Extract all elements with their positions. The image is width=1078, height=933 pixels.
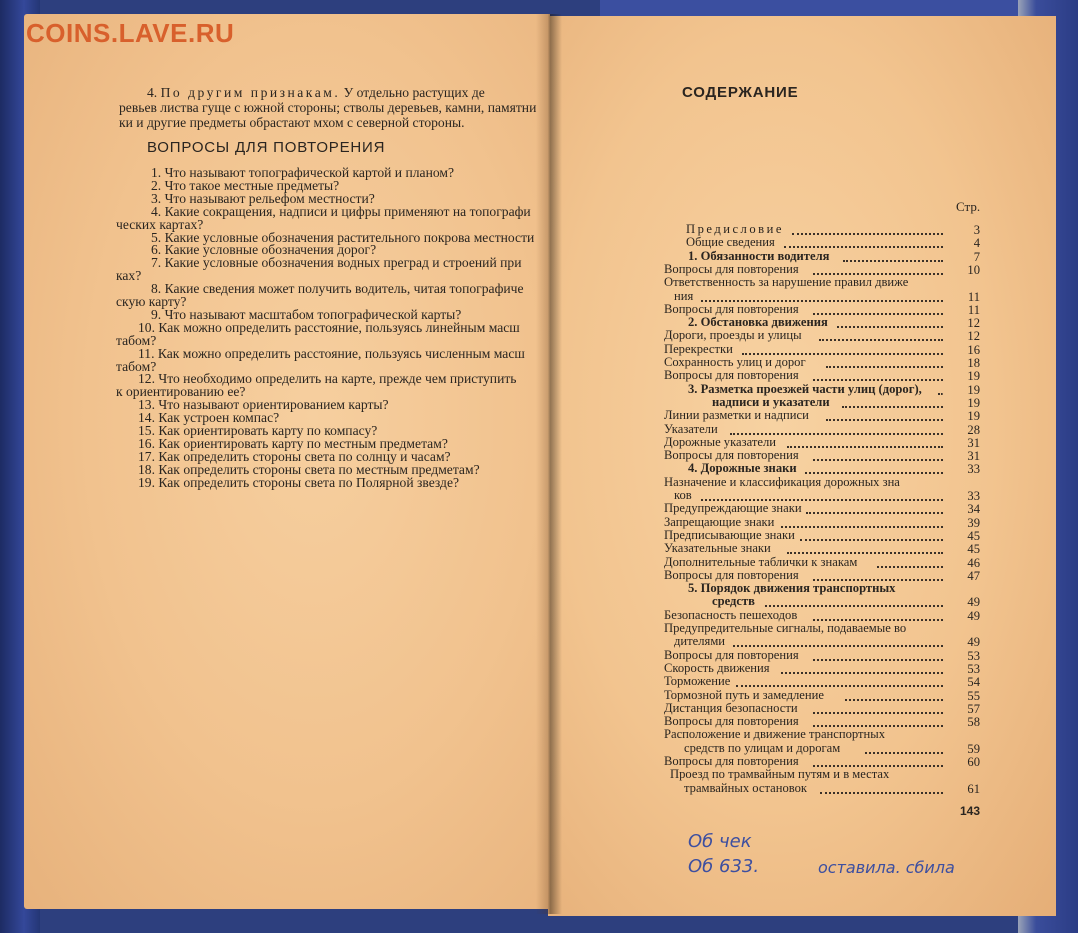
toc-page-number: 33 [967,462,980,477]
toc-entry-text: Вопросы для повторения [664,567,799,582]
toc-leader-dots [781,524,943,528]
question-line: 18. Как определить стороны света по местным предметам? [138,461,480,477]
toc-entry-text: Торможение [664,674,731,689]
question-line: 7. Какие условные обозначения водных преград и строений при [151,255,522,271]
toc-leader-dots [813,377,943,381]
toc-leader-dots [820,790,943,794]
toc-entry-text: Дополнительные таблички к знакам [664,554,858,569]
question-line: 13. Что называют ориентированием карты? [138,397,389,413]
toc-entry-text: Скорость движения [664,660,770,675]
toc-entry-text: ков [674,488,692,502]
toc-page-number: 33 [967,489,980,503]
toc-page-number: 58 [967,715,980,730]
toc-leader-dots [765,603,943,607]
toc-leader-dots [733,643,943,647]
toc-entry-text: 5. Порядок движения транспортных [688,581,896,596]
toc-page-number: 59 [967,741,980,756]
toc-entry-text: 3. Разметка проезжей части улиц (дорог), [688,381,922,396]
toc-entry-text: дителями [674,634,726,649]
watermark: COINS.LAVE.RU [26,18,235,48]
toc-leader-dots [865,750,943,754]
toc-leader-dots [845,697,943,701]
toc-page-number: 12 [967,316,980,331]
toc-entry-text: Вопросы для повторения [664,714,799,729]
toc-entry-text: 1. Обязанности водителя [688,248,830,263]
left-page [24,14,550,909]
toc-leader-dots [813,457,943,461]
toc-page-number: 47 [967,568,980,583]
toc-page-number: 7 [973,249,980,264]
toc-page-number: 16 [967,342,980,357]
toc-entry-text: Тормозной путь и замедление [664,687,824,702]
question-line: 8. Какие сведения может получить водитель, читая топографиче [151,281,524,297]
toc-page-number: 53 [967,648,980,663]
toc-page-number: 18 [967,356,980,370]
toc-entry-text: Общие сведения [686,235,775,250]
question-line: 12. Что необходимо определить на карте, прежде чем приступить [138,371,517,387]
toc-entry-text: Проезд по трамвайным путям и в местах [670,767,890,782]
toc-page-number: 10 [967,262,980,277]
question-line: к ориентированию ее? [116,384,246,400]
toc-page-number: 39 [967,515,980,530]
question-line: 17. Как определить стороны света по солнцу и часам? [138,448,451,464]
question-line: 2. Что такое местные предметы? [151,177,340,193]
toc-leader-dots [813,710,943,714]
toc-leader-dots [819,337,943,341]
toc-page-number: 55 [967,688,980,703]
toc-leader-dots [843,258,943,262]
toc-entry-text: Указательные знаки [664,541,771,556]
toc-page-number: 49 [967,635,980,650]
contents-title: СОДЕРЖАНИЕ [682,84,799,101]
toc-leader-dots [781,670,943,674]
toc-page-number: 53 [967,661,980,676]
intro-line-3: ки и другие предметы обрастают мхом с северной стороны. [119,115,465,130]
question-line: 4. Какие сокращения, надписи и цифры применяют на топографи [151,203,531,219]
toc-leader-dots [842,404,943,408]
toc-leader-dots [938,391,943,395]
question-line: 15. Как ориентировать карту по компасу? [138,423,378,438]
toc-page-number: 19 [967,382,980,397]
toc-entry-text: ния [674,288,694,303]
toc-entry-text: Сохранность улиц и дорог [664,355,806,369]
toc-entry-text: Вопросы для повторения [664,368,799,383]
toc-leader-dots [826,364,943,368]
toc-entry-text: Вопросы для повторения [664,261,799,276]
toc-page-number: 49 [967,595,980,610]
toc-leader-dots [787,550,943,554]
toc-page-number: 19 [967,409,980,424]
toc-page-number: 60 [967,755,980,769]
question-line: ках? [116,268,142,284]
toc-entry-text: Предисловие [686,222,784,236]
toc-entry-text: трамвайных остановок [684,780,808,795]
toc-entry-text: Запрещающие знаки [664,514,775,529]
toc-entry-text: Дорожные указатели [664,434,776,449]
handwritten-note-3: оставила. сбила [818,858,955,877]
intro-line-2: ревьев листва гуще с южной стороны; стволы деревьев, камни, памятни [119,100,537,115]
right-page [548,16,1056,916]
intro-line-1 [147,86,485,100]
toc-page-number: 57 [967,701,980,716]
question-line: ческих картах? [116,216,204,232]
toc-entry-text: Предупредительные сигналы, подаваемые во [664,621,907,635]
toc-page-number: 11 [967,289,980,304]
handwritten-note-1: Об чек [688,831,752,852]
toc-page-number: 61 [967,781,980,796]
section-heading: ВОПРОСЫ ДЛЯ ПОВТОРЕНИЯ [147,139,386,156]
toc-entry-text: Предупреждающие знаки [664,501,802,516]
question-line: 6. Какие условные обозначения дорог? [151,242,377,258]
handwritten-note-2: Об 633. [688,856,760,877]
toc-entry-text: Безопасность пешеходов [664,607,798,622]
toc-leader-dots [730,431,943,435]
toc-leader-dots [792,231,943,235]
page-column-label: Стр. [956,199,981,214]
question-line: 9. Что называют масштабом топографической карты? [151,306,462,322]
toc-leader-dots [701,298,943,302]
toc-page-number: 45 [967,542,980,557]
toc-leader-dots [736,683,943,687]
toc-leader-dots [787,444,943,448]
toc-entry-text: Предписывающие знаки [664,527,795,542]
question-line: табом? [116,332,157,348]
toc-entry-text: 4. Дорожные знаки [688,461,797,476]
question-line: 3. Что называют рельефом местности? [151,190,375,206]
toc-entry-text: Назначение и классификация дорожных зна [664,474,900,489]
toc-page-number: 12 [967,329,980,344]
toc-page-number: 45 [967,528,980,543]
toc-page-number: 3 [973,223,980,237]
toc-leader-dots [805,470,943,474]
toc-entry-text: Линии разметки и надписи [664,408,809,423]
toc-leader-dots [826,417,943,421]
toc-page-number: 49 [967,608,980,623]
toc-entry-text: Расположение и движение транспортных [664,727,886,742]
toc-entry-text: Указатели [664,421,718,436]
toc-page-number: 31 [967,435,980,450]
toc-entry-text: Вопросы для повторения [664,448,799,463]
toc-leader-dots [813,311,943,315]
page-number: 143 [960,804,981,818]
book-gutter-shadow [536,14,562,914]
toc-leader-dots [813,657,943,661]
toc-entry-text: Вопросы для повторения [664,754,799,768]
toc-entry-text: надписи и указатели [712,394,830,409]
toc-page-number: 4 [973,236,980,251]
intro-rest: У отдельно растущих де [340,85,485,100]
toc-entry-text: Ответственность за нарушение правил движе [664,275,909,290]
toc-leader-dots [837,324,943,328]
toc-page-number: 19 [967,395,980,410]
toc-entry-text: средств по улицам и дорогам [684,740,841,755]
toc-entry-text: средств [712,594,755,609]
toc-entry-text: Перекрестки [664,341,733,356]
toc-page-number: 46 [967,555,980,570]
toc-entry-text: Вопросы для повторения [664,647,799,662]
toc-leader-dots [800,537,943,541]
toc-page-number: 11 [967,302,980,317]
question-line: 5. Какие условные обозначения растительного покрова местности [151,229,535,245]
toc-leader-dots [806,510,943,514]
toc-page-number: 28 [967,422,980,437]
toc-page-number: 19 [967,369,980,384]
toc-page-number: 34 [967,502,980,517]
toc-entry-text: Вопросы для повторения [664,301,799,316]
question-line: 1. Что называют топографической картой и планом? [151,165,455,180]
question-line: скую карту? [116,294,187,309]
question-line: 19. Как определить стороны света по Полярной звезде? [138,474,460,490]
question-line: 14. Как устроен компас? [138,410,280,426]
intro-number: 4. [147,85,161,100]
toc-entry-text: 2. Обстановка движения [688,315,828,330]
intro-emphasis: По другим признакам. [160,85,341,100]
toc-entry-text: Дороги, проезды и улицы [664,328,802,343]
question-line: 11. Как можно определить расстояние, пользуясь численным масш [138,345,525,361]
toc-leader-dots [784,244,943,248]
question-line: 10. Как можно определить расстояние, пользуясь линейным масш [138,319,520,335]
toc-page-number: 54 [967,675,980,690]
toc-page-number: 31 [967,449,980,464]
toc-leader-dots [877,564,943,568]
question-line: 16. Как ориентировать карту по местным предметам? [138,435,448,451]
question-line: табом? [116,358,157,374]
toc-entry-text: Дистанция безопасности [664,700,798,715]
